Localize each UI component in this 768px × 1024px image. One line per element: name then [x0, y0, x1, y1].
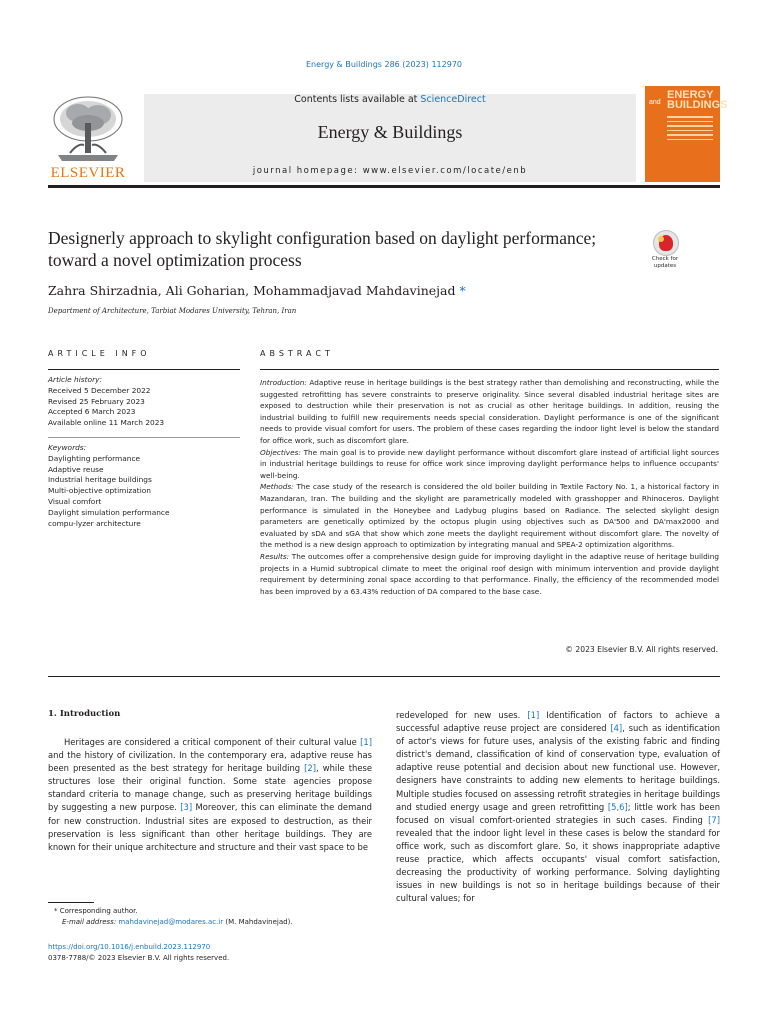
- journal-cover-thumbnail[interactable]: [645, 86, 728, 182]
- body-rule: [48, 676, 720, 677]
- abstract-rule: [260, 369, 719, 370]
- history-item: Accepted 6 March 2023: [48, 407, 136, 417]
- article-info-rule: [48, 369, 240, 370]
- corresponding-note: * Corresponding author.: [54, 907, 138, 915]
- keyword: Multi-objective optimization: [48, 486, 151, 496]
- abstract-copyright: © 2023 Elsevier B.V. All rights reserved.: [565, 645, 718, 654]
- keywords-rule: [48, 437, 240, 438]
- crossmark-icon: [653, 230, 679, 256]
- keyword: compu-lyzer architecture: [48, 518, 141, 528]
- reference-link[interactable]: [5,6]: [607, 801, 628, 812]
- body-text: Identification of factors to achieve a successful adaptive reuse project are considered: [396, 710, 720, 734]
- affiliation: Department of Architecture, Tarbiat Modares University, Tehran, Iran: [48, 307, 297, 315]
- author-names: Zahra Shirzadnia, Ali Goharian, Mohammadjavad Mahdavinejad: [48, 283, 456, 298]
- history-item: Available online 11 March 2023: [48, 418, 165, 428]
- keyword: Visual comfort: [48, 496, 102, 506]
- check-for-updates-label: Check for updates: [651, 256, 679, 269]
- article-history: [48, 375, 240, 429]
- author-list: [48, 283, 466, 298]
- email-link[interactable]: mahdavinejad@modares.ac.ir: [118, 918, 224, 926]
- reference-link[interactable]: [4]: [610, 723, 623, 734]
- cover-title: ENERGY BUILDINGS: [667, 89, 728, 111]
- body-text: , such as identification of actor's views for future uses, analysis of the existing fabric and finding district's demand, classification of kind of conservation type, evaluation of adaptive reuse potential and decision about new functional use. However, designers have constraints to adding new elements to heritage buildings. Multiple studies focused on assessing retrofit strategies in heritage buildings and studied energy usage and green retrofitting: [396, 723, 721, 812]
- sciencedirect-link[interactable]: ScienceDirect: [420, 94, 486, 105]
- abstract-body: [260, 377, 719, 597]
- section-heading: 1. Introduction: [48, 709, 121, 719]
- body-text: Heritages are considered a critical component of their cultural value: [64, 737, 361, 747]
- elsevier-logo: [48, 93, 128, 183]
- body-text: , while these structures lose their original function. Some state agencies propose standard criteria to manage change, such as preserving heritage buildings by suggesting a new purpose.: [48, 763, 372, 813]
- corresponding-author-marker[interactable]: *: [459, 283, 466, 298]
- history-label: Article history:: [48, 375, 102, 384]
- keywords-label: Keywords:: [48, 443, 87, 452]
- reference-link[interactable]: [2]: [304, 763, 317, 774]
- keyword: Daylighting performance: [48, 453, 141, 463]
- issn-line: 0378-7788/© 2023 Elsevier B.V. All rights reserved.: [48, 954, 230, 962]
- keyword: Industrial heritage buildings: [48, 475, 152, 485]
- journal-citation[interactable]: Energy & Buildings 286 (2023) 112970: [306, 60, 462, 69]
- reference-link[interactable]: [7]: [708, 814, 720, 825]
- elsevier-tree-icon: [48, 93, 128, 165]
- elsevier-wordmark: ELSEVIER: [50, 165, 126, 181]
- header-rule: [48, 185, 720, 188]
- abstract-results: Results: The outcomes offer a comprehensive design guide for improving daylight in the adaptive reuse of heritage building projects in a Humid subtropical climate to meet the original roof design with minimum intervention and provide daylight requirement by determining zonal space according to that performance. Finally, the efficiency of the recommended model has been improved by a 63.43% reduction of DA compared to the base case.: [260, 551, 719, 596]
- journal-homepage[interactable]: journal homepage: www.elsevier.com/locate/enb: [252, 166, 528, 176]
- history-item: Received 5 December 2022: [48, 385, 151, 395]
- reference-link[interactable]: [3]: [180, 802, 193, 813]
- keywords-list: [48, 443, 240, 529]
- abstract-introduction: Introduction: Adaptive reuse in heritage buildings is the best strategy rather than demolishing and reconstructing, while the suggested retrofitting has severe constraints to preserve originality. Since several disabled industrial heritage sites are exposed to destruction while their preservation is not as crucial as other heritage buildings. In addition, reusing the industrial building to fulfill new requirements needs special consideration. Daylight performance is one of the significant needs to provide visual comfort for users. The problem of these cases regarding the indoor light level is below the standard for office work, such as discomfort glare.: [260, 378, 719, 445]
- cover-text-lines: [667, 116, 713, 143]
- journal-title: Energy & Buildings: [317, 122, 463, 142]
- body-text: revealed that the indoor light level in these cases is below the standard for office work, such as discomfort glare. So, it shows inappropriate adaptive reuse practice, which affects occupants' visual comfort satisfaction, decreasing the productivity of working performance. Solving daylighting issues in new buildings is not so in heritage buildings because of their cultural values; for: [396, 827, 720, 904]
- contents-line: [144, 94, 636, 105]
- footnote-rule: [48, 902, 94, 903]
- cover-and: and: [649, 99, 661, 106]
- footnote: [48, 906, 293, 928]
- abstract-objectives: Objectives: The main goal is to provide new daylight performance without discomfort glare instead of artificial light sources in industrial heritage buildings to reuse for office work since improving daylight performance helps to influence occupants' well-being.: [260, 447, 719, 480]
- reference-link[interactable]: [1]: [527, 710, 540, 720]
- keyword: Adaptive reuse: [48, 464, 104, 474]
- article-info-heading: ARTICLE INFO: [48, 349, 151, 358]
- check-for-updates-badge[interactable]: [646, 230, 684, 270]
- body-text: Moreover, this can eliminate the demand for new construction. Industrial sites are exposed to destruction, as their preservation is less significant than other heritage buildings. They are known for their unique architecture and structure and their vast space to be: [48, 802, 372, 852]
- body-text: ; little work has been focused on visual comfort-oriented strategies in such cases. Finding: [396, 801, 721, 825]
- contents-prefix: Contents lists available at: [294, 94, 421, 105]
- abstract-heading: ABSTRACT: [260, 349, 334, 358]
- reference-link[interactable]: [1]: [360, 737, 372, 747]
- doi-link[interactable]: https://doi.org/10.1016/j.enbuild.2023.112970: [48, 943, 211, 951]
- keyword: Daylight simulation performance: [48, 507, 170, 517]
- article-title: Designerly approach to skylight configuration based on daylight performance; toward a novel optimization process: [48, 228, 597, 270]
- body-text: and the history of civilization. In the contemporary era, adaptive reuse has been presented as the best strategy for heritage building: [48, 750, 372, 774]
- body-text: redeveloped for new uses.: [396, 710, 528, 720]
- body-left-column: [48, 736, 372, 854]
- body-right-column: [396, 709, 720, 905]
- email-note: E-mail address: mahdavinejad@modares.ac.ir (M. Mahdavinejad).: [62, 918, 293, 926]
- abstract-methods: Methods: The case study of the research is considered the old boiler building in Textile Factory No. 1, a historical factory in Mazandaran, Iran. The building and the skylight are parametrically modeled with grasshopper and Rhinoceros. Daylight performance is simulated in the Honeybee and Ladybug plugins based on Radiance. The selected skylight design parameters are genetically optimized by the octopus plugin using objectives such as DA'500 and DA'max2000 and evaluated by sDA and sGA that show which zone meets the daylight requirement without discomfort glare. The novelty of the method is a new design approach to optimization by integrating manual and SPEA-2 optimization algorithms.: [260, 482, 719, 550]
- doi-block: [48, 942, 229, 964]
- history-item: Revised 25 February 2023: [48, 396, 145, 406]
